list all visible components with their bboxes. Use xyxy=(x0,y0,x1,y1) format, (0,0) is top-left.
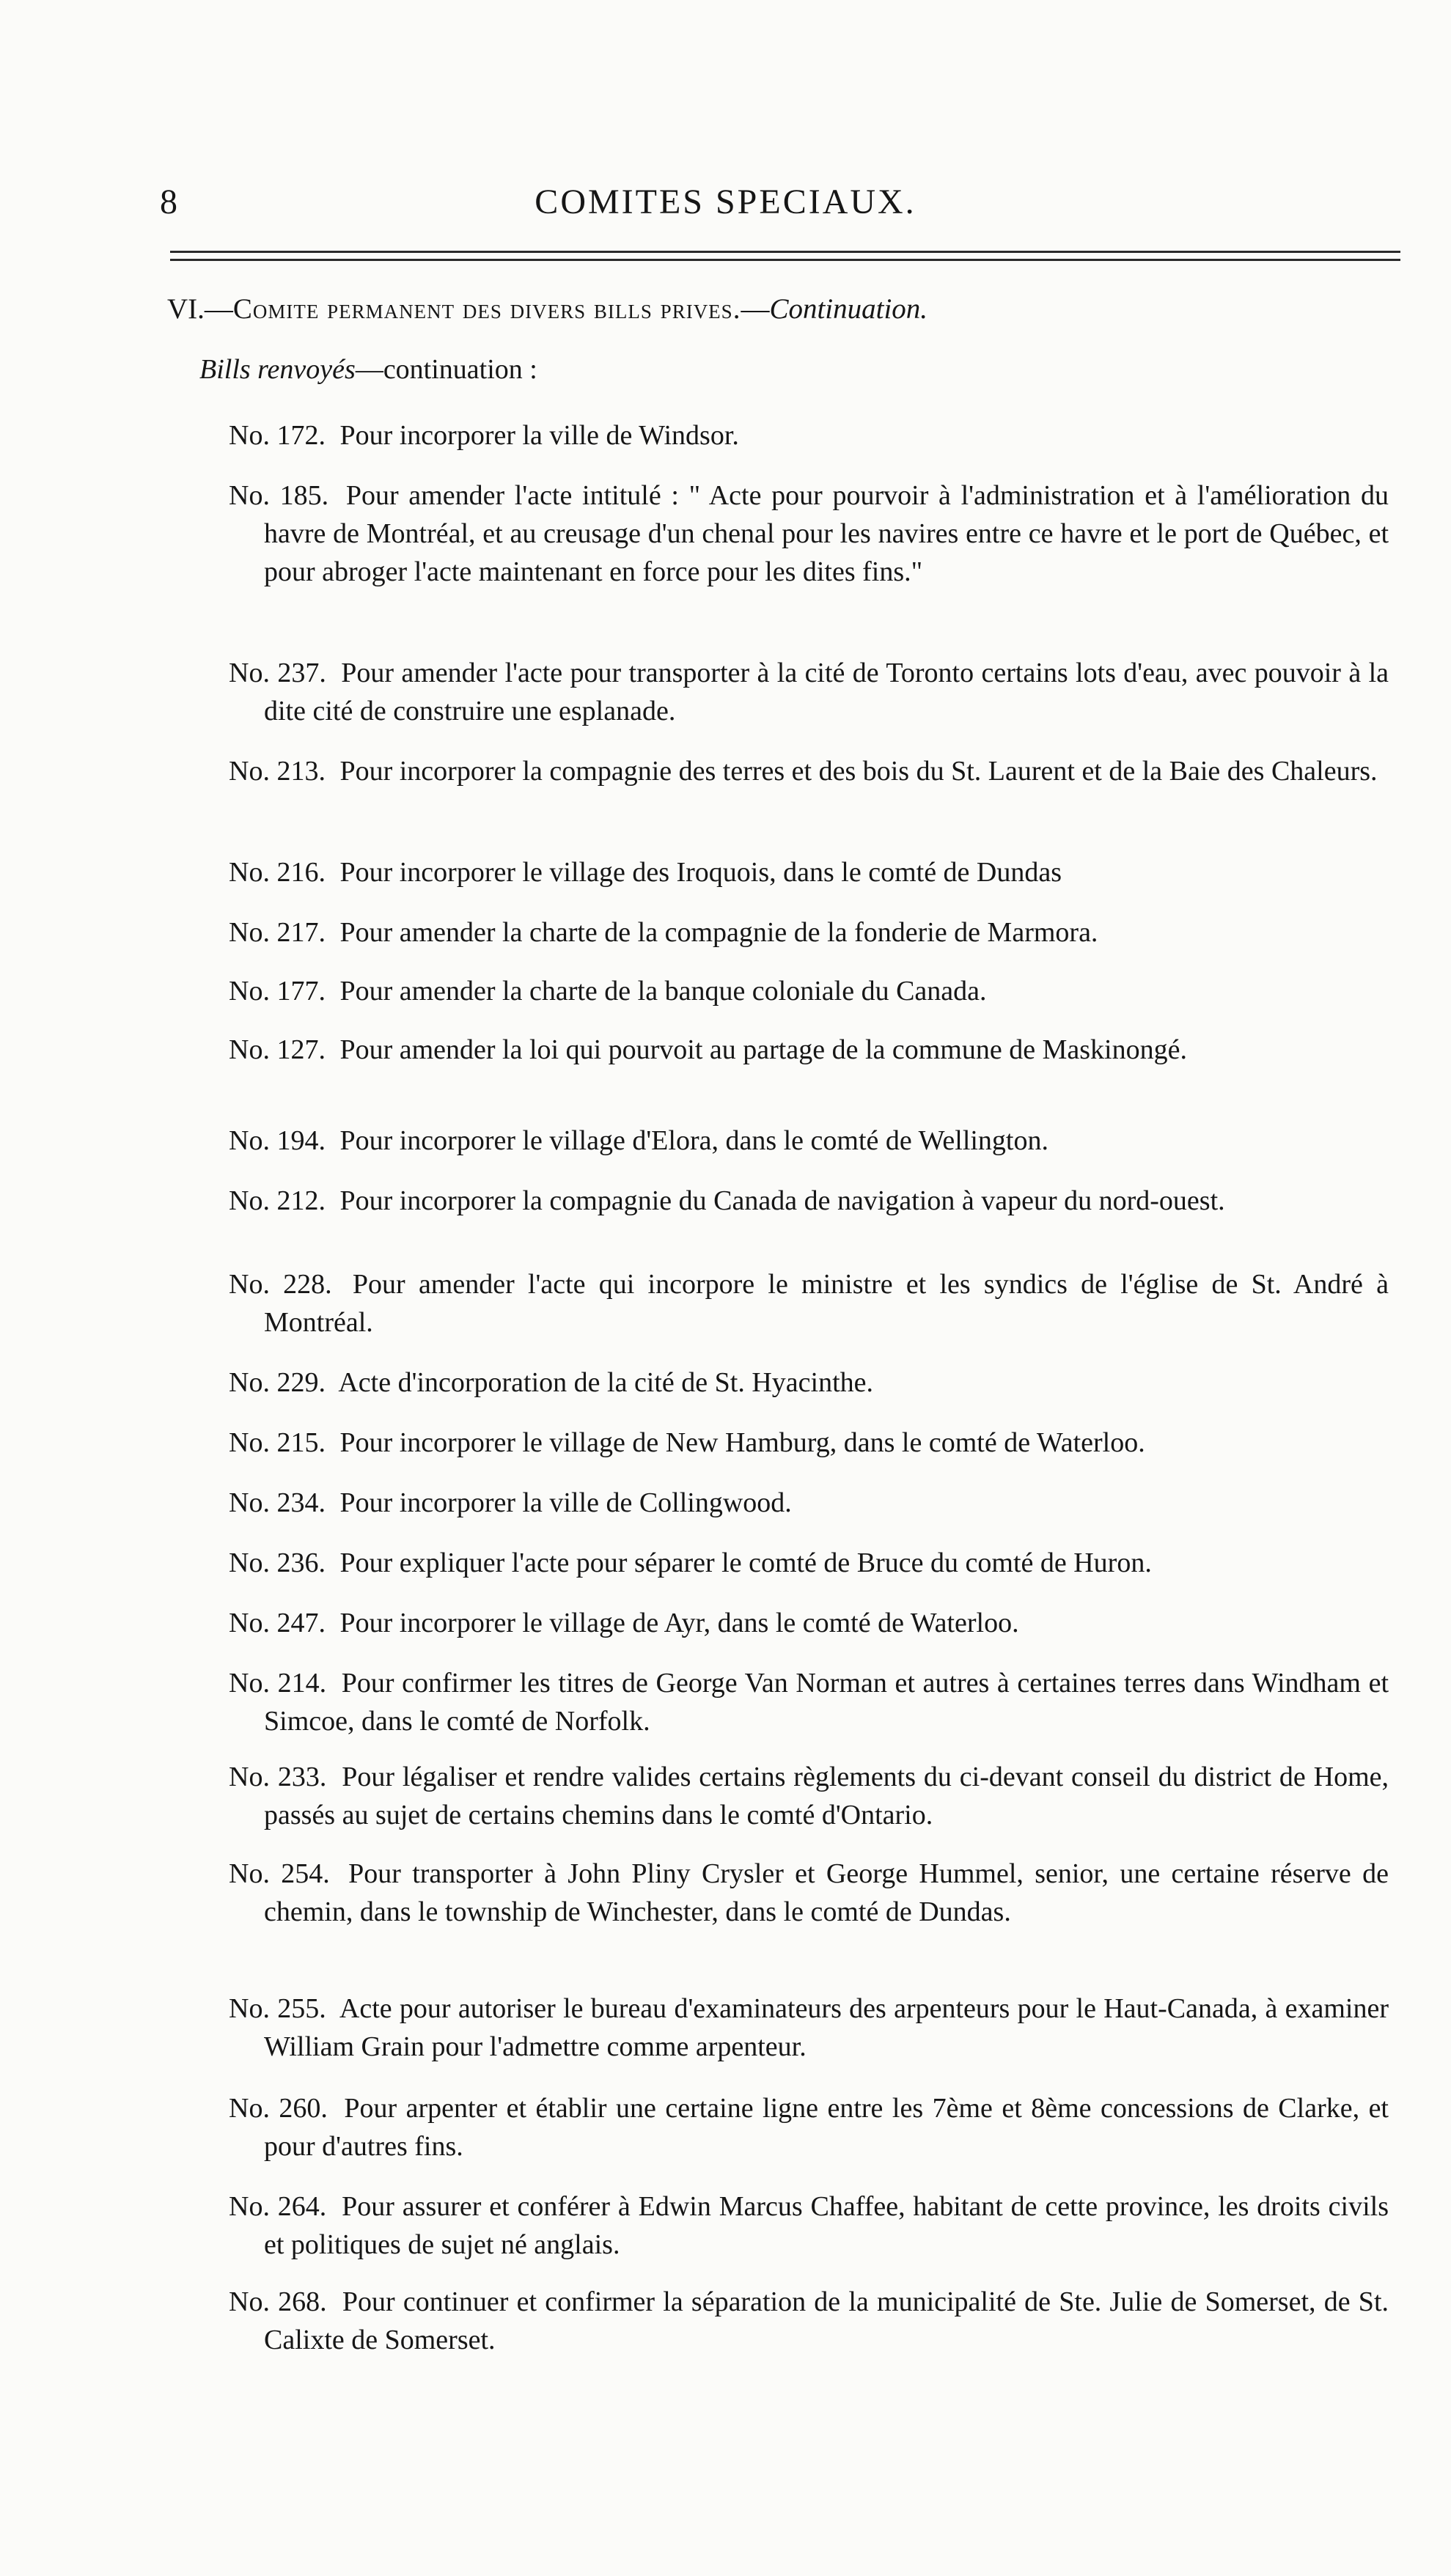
bill-text: Pour transporter à John Pliny Crysler et George Hummel, senior, une certaine réserve de chemin, dans le township de Winchester, dans le comté de Dundas. xyxy=(264,1858,1389,1927)
subheading-rest: —continuation : xyxy=(355,354,537,385)
bill-number: No. 228. xyxy=(229,1269,332,1300)
section-roman: VI.— xyxy=(167,293,233,325)
bill-text: Pour amender la charte de la banque coloniale du Canada. xyxy=(339,976,987,1007)
bill-text: Pour incorporer la compagnie du Canada de navigation à vapeur du nord-ouest. xyxy=(339,1185,1225,1216)
bill-number: No. 234. xyxy=(229,1487,326,1518)
bill-number: No. 213. xyxy=(229,756,326,787)
bill-text: Pour arpenter et établir une certaine ligne entre les 7ème et 8ème concessions de Clarke, et pour d'autres fins. xyxy=(264,2093,1389,2162)
bill-entry xyxy=(229,2283,1389,2359)
bill-number: No. 233. xyxy=(229,1762,327,1792)
bill-number: No. 229. xyxy=(229,1367,326,1398)
bill-number: No. 127. xyxy=(229,1034,326,1065)
bill-number: No. 264. xyxy=(229,2191,327,2222)
bill-number: No. 236. xyxy=(229,1548,326,1578)
bill-number: No. 217. xyxy=(229,917,326,948)
bill-entry xyxy=(229,1031,1389,1069)
bill-entry xyxy=(229,1604,1389,1642)
bill-text: Acte d'incorporation de la cité de St. Hyacinthe. xyxy=(338,1367,874,1398)
bill-entry xyxy=(229,752,1389,790)
bill-text: Pour incorporer le village des Iroquois, dans le comté de Dundas xyxy=(339,857,1062,888)
bill-entry xyxy=(229,1122,1389,1160)
bill-entry xyxy=(229,476,1389,591)
section-dash: — xyxy=(741,293,770,325)
section-title: Comite permanent des divers bills prives. xyxy=(232,293,741,325)
bill-entry xyxy=(229,1265,1389,1342)
bill-number: No. 247. xyxy=(229,1608,326,1638)
subheading-italic: Bills renvoyés xyxy=(199,354,356,385)
bill-text: Pour légaliser et rendre valides certains règlements du ci-devant conseil du district de Home, passés au sujet de certains chemins dans le comté d'Ontario. xyxy=(264,1762,1389,1830)
bill-text: Acte pour autoriser le bureau d'examinateurs des arpenteurs pour le Haut-Canada, à examiner William Grain pour l'admettre comme arpenteur. xyxy=(264,1993,1389,2062)
bill-number: No. 177. xyxy=(229,976,326,1007)
page-number: 8 xyxy=(160,183,177,221)
bill-text: Pour assurer et conférer à Edwin Marcus Chaffee, habitant de cette province, les droits civils et politiques de sujet né anglais. xyxy=(264,2191,1389,2260)
bill-number: No. 215. xyxy=(229,1427,326,1458)
bill-entry xyxy=(229,1758,1389,1834)
bill-number: No. 194. xyxy=(229,1125,326,1156)
bill-text: Pour incorporer la ville de Windsor. xyxy=(339,420,739,451)
bill-entry xyxy=(229,1424,1389,1462)
bill-text: Pour confirmer les titres de George Van Norman et autres à certaines terres dans Windham et Simcoe, dans le comté de Norfolk. xyxy=(264,1668,1389,1737)
bill-text: Pour amender l'acte intitulé : " Acte pour pourvoir à l'administration et à l'amélioration du havre de Montréal, et au creusage d'un chenal pour les navires entre ce havre et le port de Québec, et pour abroger l'acte maintenant en force pour les dites fins." xyxy=(264,480,1389,587)
bill-text: Pour incorporer la ville de Collingwood. xyxy=(339,1487,792,1518)
bill-number: No. 214. xyxy=(229,1668,327,1699)
bill-number: No. 185. xyxy=(229,480,329,511)
bill-entry xyxy=(229,1182,1389,1220)
bill-text: Pour amender la loi qui pourvoit au partage de la commune de Maskinongé. xyxy=(339,1034,1187,1065)
bill-number: No. 212. xyxy=(229,1185,326,1216)
bill-entry xyxy=(229,1664,1389,1740)
bill-entry xyxy=(229,913,1389,952)
bill-text: Pour incorporer le village de New Hamburg, dans le comté de Waterloo. xyxy=(339,1427,1145,1458)
running-title: COMITES SPECIAUX. xyxy=(535,183,916,221)
bill-entry xyxy=(229,853,1389,891)
bill-number: No. 172. xyxy=(229,420,326,451)
bill-number: No. 254. xyxy=(229,1858,330,1889)
bill-entry xyxy=(229,2089,1389,2165)
bill-text: Pour incorporer la compagnie des terres et des bois du St. Laurent et de la Baie des Chaleurs. xyxy=(339,756,1378,787)
bill-entry xyxy=(229,654,1389,730)
bill-entry xyxy=(229,416,1389,455)
bill-text: Pour expliquer l'acte pour séparer le comté de Bruce du comté de Huron. xyxy=(339,1548,1152,1578)
bill-entry xyxy=(229,972,1389,1010)
bill-entry xyxy=(229,1364,1389,1402)
bill-text: Pour amender l'acte qui incorpore le ministre et les syndics de l'église de St. André à Montréal. xyxy=(264,1269,1389,1338)
bill-text: Pour incorporer le village de Ayr, dans le comté de Waterloo. xyxy=(339,1608,1019,1638)
bill-text: Pour amender l'acte pour transporter à la cité de Toronto certains lots d'eau, avec pouvoir à la dite cité de construire une esplanade. xyxy=(264,658,1389,726)
bill-entry xyxy=(229,1484,1389,1522)
bill-number: No. 260. xyxy=(229,2093,328,2124)
bill-text: Pour incorporer le village d'Elora, dans le comté de Wellington. xyxy=(339,1125,1048,1156)
bill-text: Pour amender la charte de la compagnie de la fonderie de Marmora. xyxy=(339,917,1098,948)
bill-number: No. 216. xyxy=(229,857,326,888)
bill-text: Pour continuer et confirmer la séparation de la municipalité de Ste. Julie de Somerset, de St. Calixte de Somerset. xyxy=(264,2286,1389,2355)
bill-entry xyxy=(229,1544,1389,1582)
bill-number: No. 268. xyxy=(229,2286,327,2317)
bill-number: No. 255. xyxy=(229,1993,326,2024)
bill-number: No. 237. xyxy=(229,658,326,688)
bill-entry xyxy=(229,2187,1389,2264)
section-continuation: Continuation. xyxy=(769,293,928,325)
bill-entry xyxy=(229,1990,1389,2066)
bill-entry xyxy=(229,1855,1389,1931)
